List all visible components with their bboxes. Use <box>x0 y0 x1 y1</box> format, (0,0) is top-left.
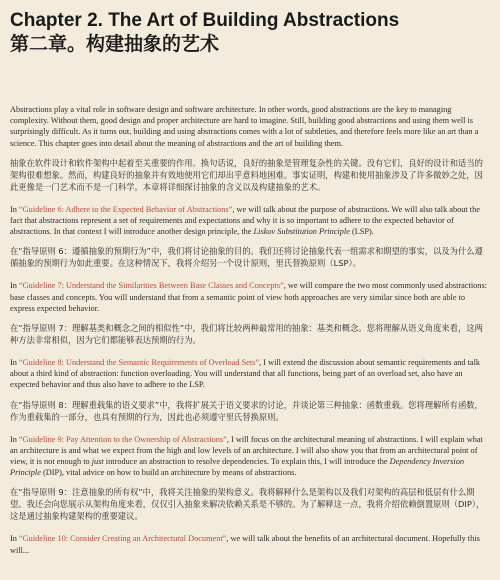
guideline-7-link[interactable]: “Guideline 7: Understand the Similarities Between Base Classes and Concepts” <box>19 281 284 291</box>
guideline-9-link[interactable]: “Guideline 9: Pay Attention to the Ownership of Abstractions” <box>19 434 227 444</box>
guideline-8-paragraph-en: In “Guideline 8: Understand the Semantic Requirements of Overload Sets”, I will extend the discussion about semantic requirements and talk about a third kind of abstraction: function overloading. You will understand that all functions, being part of an overload set, also have an expected behavior and thus also have to adhere to the LSP. <box>10 358 481 390</box>
intro-paragraph-en: Abstractions play a vital role in software design and software architecture. In other words, good abstractions are the key to managing complexity. Without them, good design and proper architecture are hard to imagine. Still, building good abstractions and using them well is surprisingly difficult. As it turns out, building and using abstractions comes with a lot of subtleties, and therefore feels more like an art than a science. This chapter goes into detail about the meaning of abstractions and the art of building them. <box>10 105 479 148</box>
guideline-10-link[interactable]: “Guideline 10: Consider Creating an Architectural Document” <box>19 534 227 544</box>
guideline-6-paragraph-en: In “Guideline 6: Adhere to the Expected Behavior of Abstractions”, we will talk about the purpose of abstractions. We will also talk about the fact that abstractions represent a set of requirements and expectations and why it is so important to adhere to the expected behavior of abstractions. In that context I will introduce another design principle, the Liskov Substitution Principle (LSP). <box>10 204 480 237</box>
guideline-10-paragraph-en: In “Guideline 10: Consider Creating an Architectural Document”, we will talk about the benefits of an architectural document. Hopefully this will... <box>10 534 480 555</box>
chapter-title-zh: 第二章。构建抽象的艺术 <box>10 33 220 55</box>
guideline-8-link[interactable]: “Guideline 8: Understand the Semantic Requirements of Overload Sets” <box>19 358 260 368</box>
intro-paragraph-zh: 抽象在软件设计和软件架构中起着至关重要的作用。换句话说，良好的抽象是管理复杂性的关键。没有它们，良好的设计和适当的架构很难想象。然而，构建良好的抽象并有效地使用它们却出乎意料地困难。事实证明，构建和使用抽象涉及了许多微妙之处，因此更像是一门艺术而不是一门科学。本章将详细探讨抽象的含义以及构建抽象的艺术。 <box>10 157 483 192</box>
guideline-6-link[interactable]: “Guideline 6: Adhere to the Expected Behavior of Abstractions” <box>19 204 233 214</box>
chapter-title-en: Chapter 2. The Art of Building Abstractions <box>10 10 400 31</box>
guideline-6-paragraph-zh: 在“指导原则 6：遵循抽象的预期行为”中，我们将讨论抽象的目的。我们还将讨论抽象代表一组需求和期望的事实，以及为什么遵循抽象的预期行为如此重要。在这种情况下，我将介绍另一个设计原则，里氏替换原则（LSP）。 <box>10 246 483 269</box>
guideline-8-paragraph-zh: 在“指导原则 8：理解重载集的语义要求”中，我将扩展关于语义要求的讨论，并谈论第三种抽象：函数重载。您将理解所有函数，作为重载集的一部分，也具有预期的行为，因此也必须遵守里氏替换原则。 <box>10 399 483 422</box>
guideline-7-paragraph-zh: 在“指导原则 7：理解基类和概念之间的相似性”中，我们将比较两种最常用的抽象：基类和概念。您将理解从语义角度来看，这两种方法非常相似，因为它们都能够表达预期的行为。 <box>10 323 483 346</box>
guideline-9-paragraph-en: In “Guideline 9: Pay Attention to the Ownership of Abstractions”, I will focus on the architectural meaning of abstractions. I will explain what an architecture is and what we expect from the high and low levels of an architecture. I will also show you that from an architectural point of view, it is not enough to just introduce an abstraction to resolve dependencies. To explain this, I will introduce the Dependency Inversion Principle (DIP), vital advice on how to build an architecture by means of abstractions. <box>10 434 483 478</box>
guideline-7-paragraph-en: In “Guideline 7: Understand the Similarities Between Base Classes and Concepts”, we will compare the two most commonly used abstractions: base classes and concepts. You will understand that from a semantic point of view both approaches are very similar since both are able to express expected behavior. <box>10 281 487 313</box>
guideline-9-paragraph-zh: 在“指导原则 9：注意抽象的所有权”中，我将关注抽象的架构意义。我将解释什么是架构以及我们对架构的高层和低层有什么期望。我还会向您展示从架构角度来看，仅仅引入抽象来解决依赖关系是不够的。为了解释这一点，我将介绍依赖倒置原则（DIP），这是通过抽象构建架构的重要建议。 <box>10 487 485 522</box>
